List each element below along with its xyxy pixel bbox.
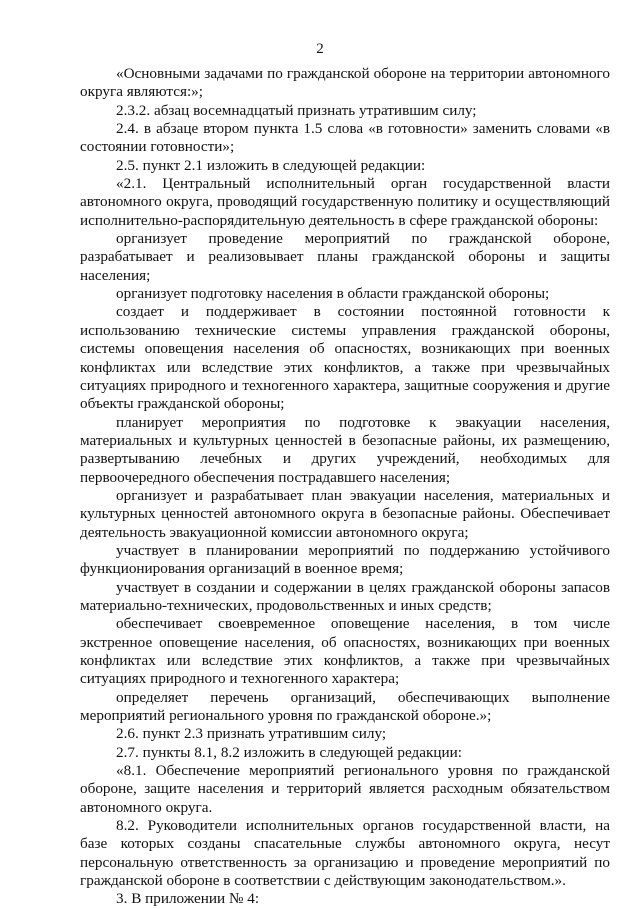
- paragraph-sustainability: участвует в планировании мероприятий по поддержанию устойчивого функционирования организаций в военное время;: [80, 541, 610, 578]
- paragraph-2-6: 2.6. пункт 2.3 признать утратившим силу;: [116, 725, 387, 743]
- paragraph-notification: обеспечивает своевременное оповещение населения, в том числе экстренное оповещение населения, об опасностях, возникающих при военных конфликтах или вследствие этих конфликтов, а также при чрезвычайных ситуациях природного и техногенного характера;: [80, 615, 610, 688]
- paragraph-quote-tasks: «Основными задачами по гражданской обороне на территории автономного округа являются:»;: [80, 65, 610, 101]
- paragraph-2-7: 2.7. пункты 8.1, 8.2 изложить в следующей редакции:: [116, 743, 462, 761]
- paragraph-2-5: 2.5. пункт 2.1 изложить в следующей редакции:: [116, 156, 426, 174]
- paragraph-8-2: 8.2. Руководители исполнительных органов государственной власти, на базе которых созданы спасательные службы автономного округа, несут персональную ответственность за организацию и проведение мероприятий по гражданской обороне в соответствии с действующим законодательством.».: [80, 817, 610, 890]
- paragraph-organizes-measures: организует проведение мероприятий по гражданской обороне, разрабатывает и реализовывает планы гражданской обороны и защиты населения;: [80, 230, 610, 284]
- paragraph-organization-list: определяет перечень организаций, обеспечивающих выполнение мероприятий регионального уровня по гражданской обороне.»;: [80, 688, 610, 725]
- paragraph-evacuation-plan: организует и разрабатывает план эвакуации населения, материальных и культурных ценностей автономного округа в безопасные районы. Обеспечивает деятельность эвакуационной комиссии автономного округа;: [80, 486, 610, 541]
- paragraph-organizes-training: организует подготовку населения в области гражданской обороны;: [116, 285, 550, 303]
- paragraph-plans-evacuation: планирует мероприятия по подготовке к эвакуации населения, материальных и культурных ценностей в безопасные районы, их размещению, развертыванию лечебных и других учреждений, необходимых для первоочередного обеспечения пострадавшего населения;: [80, 413, 610, 486]
- paragraph-2-4: 2.4. в абзаце втором пункта 1.5 слова «в готовности» заменить словами «в состоянии готовности»;: [80, 120, 610, 156]
- paragraph-3: 3. В приложении № 4:: [116, 890, 260, 908]
- document-body: [80, 65, 610, 909]
- paragraph-2-1-intro: «2.1. Центральный исполнительный орган государственной власти автономного округа, проводящий государственную политику и осуществляющий исполнительно-распорядительную деятельность в сфере гражданской обороны:: [80, 175, 610, 229]
- paragraph-2-3-2: 2.3.2. абзац восемнадцатый признать утратившим силу;: [116, 101, 477, 119]
- page-number: 2: [316, 41, 324, 57]
- paragraph-8-1: «8.1. Обеспечение мероприятий регионального уровня по гражданской обороне, защите населения и территорий является расходным обязательством автономного округа.: [80, 762, 610, 816]
- paragraph-reserves: участвует в создании и содержании в целях гражданской обороны запасов материально-технических, продовольственных и иных средств;: [80, 578, 610, 614]
- paragraph-creates-systems: создает и поддерживает в состоянии постоянной готовности к использованию технические системы управления гражданской обороны, системы оповещения населения об опасностях, возникающих при военных конфликтах или вследствие этих конфликтов, а также при чрезвычайных ситуациях природного и техногенного характера, защитные сооружения и другие объекты гражданской обороны;: [80, 303, 610, 413]
